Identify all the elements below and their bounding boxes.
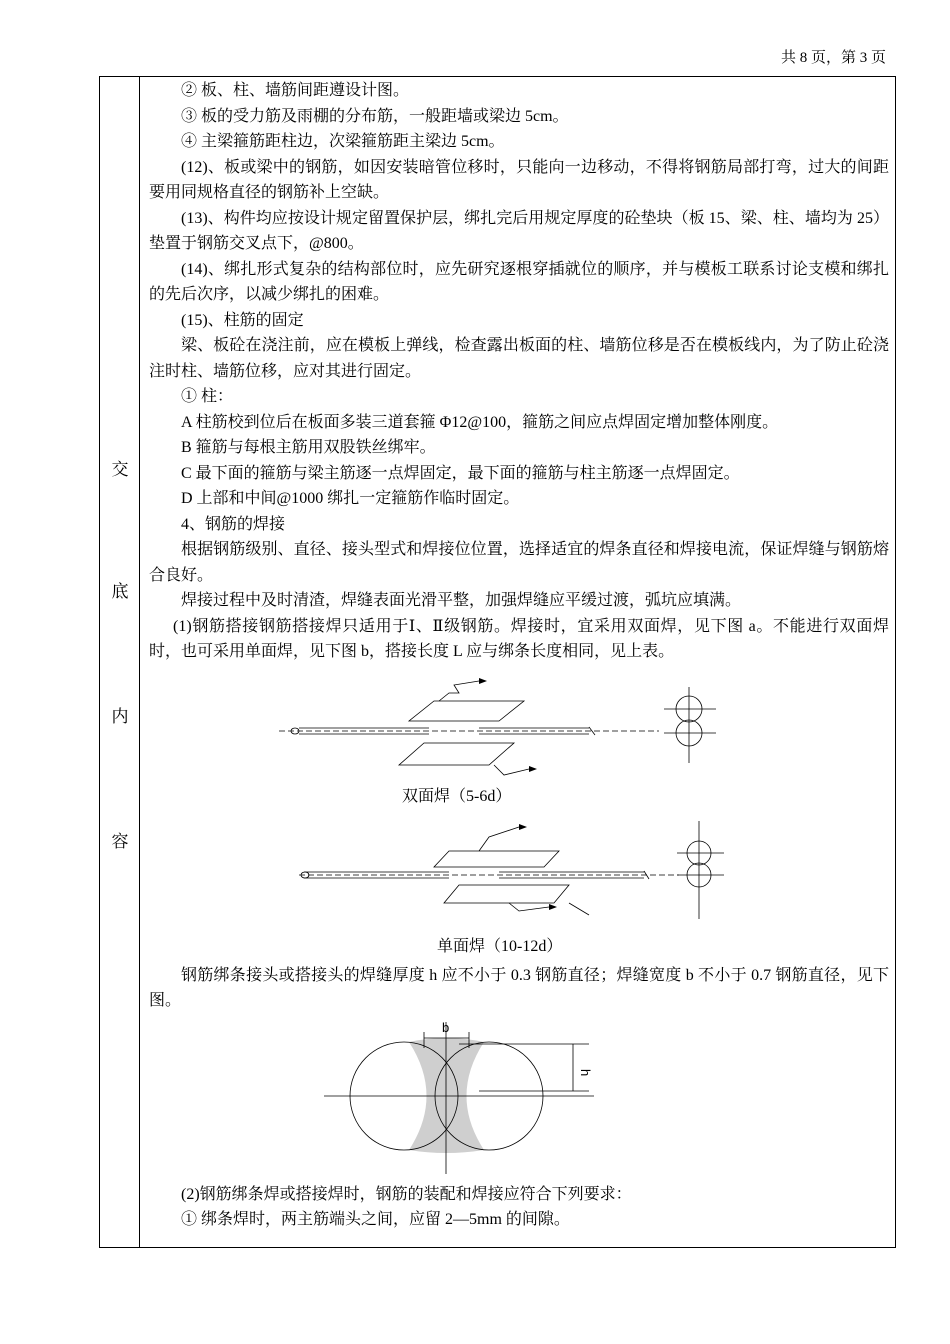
paragraph: (13)、构件均应按设计规定留置保护层，绑扎完后用规定厚度的砼垫块（板 15、梁、柱、墙均为 25）垫置于钢筋交叉点下，@800。 <box>149 209 889 252</box>
label-char: 交 <box>111 460 129 479</box>
double-weld-caption: 双面焊（5-6d） <box>402 787 512 805</box>
double-weld-figure <box>149 665 889 811</box>
label-char: 内 <box>111 707 129 726</box>
weld-size-figure <box>149 1014 889 1182</box>
label-char: 底 <box>111 582 129 601</box>
paragraph: (1)钢筋搭接钢筋搭接焊只适用于Ⅰ、Ⅱ级钢筋。焊接时，宜采用双面焊，见下图 a。不能进行双面焊时，也可采用单面焊，见下图 b，搭接长度 L 应与绑条长度相同，见上表。 <box>149 617 889 660</box>
weld-width-label: b <box>442 1019 450 1035</box>
paragraph: 梁、板砼在浇注前，应在模板上弹线，检查露出板面的柱、墙筋位移是否在模板线内，为了防止砼浇注时柱、墙筋位移，应对其进行固定。 <box>149 337 889 380</box>
paragraph: (14)、绑扎形式复杂的结构部位时，应先研究逐根穿插就位的顺序，并与模板工联系讨论支模和绑扎的先后次序，以减少绑扎的困难。 <box>149 260 889 303</box>
single-weld-caption: 单面焊（10-12d） <box>437 937 563 955</box>
page-number: 共 8 页，第 3 页 <box>780 50 886 66</box>
weld-size-diagram <box>149 1014 889 1182</box>
label-char: 容 <box>111 832 129 851</box>
disclosure-table <box>99 76 896 1248</box>
paragraph: D 上部和中间@1000 绑扎一定箍筋作临时固定。 <box>181 490 520 507</box>
paragraph: ② 板、柱、墙筋间距遵设计图。 <box>181 82 410 99</box>
paragraph: 根据钢筋级别、直径、接头型式和焊接位位置，选择适宜的焊条直径和焊接电流，保证焊缝与钢筋熔合良好。 <box>149 541 889 584</box>
paragraph: (2)钢筋绑条焊或搭接焊时，钢筋的装配和焊接应符合下列要求： <box>181 1185 632 1203</box>
paragraph: C 最下面的箍筋与梁主筋逐一点焊固定，最下面的箍筋与柱主筋逐一点焊固定。 <box>181 464 740 482</box>
paragraph: (15)、柱筋的固定 <box>181 311 304 329</box>
paragraph: ③ 板的受力筋及雨棚的分布筋，一般距墙或梁边 5cm。 <box>181 107 569 125</box>
paragraph: (12)、板或梁中的钢筋，如因安装暗管位移时，只能向一边移动，不得将钢筋局部打弯，过大的间距要用同规格直径的钢筋补上空缺。 <box>149 158 889 201</box>
double-weld-diagram <box>149 665 889 811</box>
content-body <box>149 78 889 1233</box>
paragraph: ① 柱： <box>181 388 234 405</box>
paragraph: ① 绑条焊时，两主筋端头之间，应留 2—5mm 的间隙。 <box>181 1211 570 1228</box>
paragraph: ④ 主梁箍筋距柱边，次梁箍筋距主梁边 5cm。 <box>181 133 505 150</box>
single-weld-figure <box>149 811 889 963</box>
paragraph: A 柱筋校到位后在板面多装三道套箍 Φ12@100，箍筋之间应点焊固定增加整体刚度。 <box>181 413 779 431</box>
paragraph: 焊接过程中及时清渣，焊缝表面光滑平整，加强焊缝应平缓过渡，弧坑应填满。 <box>181 592 742 609</box>
paragraph: 钢筋绑条接头或搭接头的焊缝厚度 h 应不小于 0.3 钢筋直径；焊缝宽度 b 不小于 0.7 钢筋直径，见下图。 <box>149 966 889 1009</box>
paragraph: 4、钢筋的焊接 <box>181 515 286 533</box>
section-label-column <box>100 77 140 1247</box>
paragraph: B 箍筋与每根主筋用双股铁丝绑牢。 <box>181 439 436 456</box>
weld-thickness-label: h <box>578 1068 593 1076</box>
